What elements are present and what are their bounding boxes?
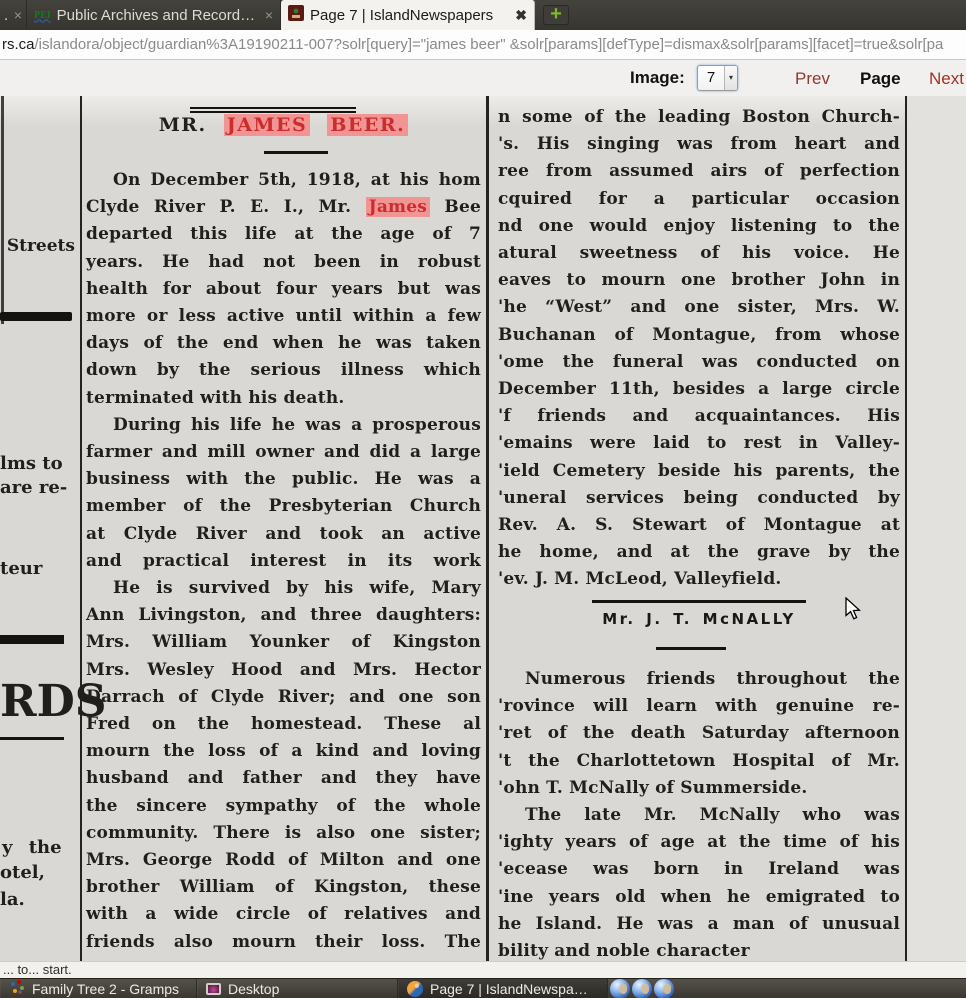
rule-bar [0, 635, 64, 644]
headline-rule [656, 647, 726, 650]
headline-rule [264, 151, 328, 154]
desktop-icon [206, 983, 221, 995]
newspaper-line: years. He had not been in robust [86, 251, 481, 272]
column-rule [486, 96, 489, 961]
newspaper-line: nd one would enjoy listening to the [498, 215, 900, 236]
newspaper-line: ree from assumed airs of perfection [498, 161, 900, 182]
newspaper-line: the sincere sympathy of the whole [86, 795, 481, 816]
newspaper-line: 'ecease was born in Ireland was [498, 859, 900, 880]
article-headline: Mr. J. T. McNALLY [602, 610, 796, 628]
url-domain: rs.ca [2, 36, 35, 53]
taskbar-orb-group [608, 979, 674, 998]
newspaper-line: and practical interest in its work [86, 550, 481, 571]
newspaper-line: December 11th, besides a large circle [498, 379, 900, 400]
margin-word: otel, [0, 862, 45, 883]
newspaper-line: 'ome the funeral was conducted on [498, 351, 900, 372]
line-text: Bee [430, 197, 481, 218]
headline-rule [190, 107, 356, 113]
margin-word: Streets [6, 236, 75, 256]
taskbar-item-gramps[interactable] [0, 979, 197, 998]
taskbar-item-firefox[interactable] [398, 979, 608, 998]
islandnewspapers-favicon-icon [288, 5, 304, 25]
taskbar-item-label: Page 7 | IslandNewspa… [430, 980, 588, 997]
margin-word: lms to [0, 453, 63, 474]
newspaper-line: 'uneral services being conducted by [498, 487, 900, 508]
tab-partial[interactable] [0, 0, 27, 30]
newspaper-line: Fred on the homestead. These al [86, 714, 481, 735]
tab-label: Page 7 | IslandNewspapers [310, 6, 494, 24]
close-icon[interactable]: ✖ [515, 7, 527, 23]
pei-favicon-icon: PEI [34, 9, 51, 21]
search-highlight: JAMES [224, 114, 310, 136]
newspaper-line: 't the Charlottetown Hospital of Mr. [498, 750, 900, 771]
person-orb-icon[interactable] [654, 979, 674, 998]
newspaper-line: community. There is also one sister; [86, 822, 481, 843]
close-icon[interactable]: × [264, 7, 273, 23]
new-tab-button[interactable] [543, 5, 569, 25]
paper-margin [907, 96, 966, 961]
newspaper-line: 'ighty years of age at the time of his [498, 832, 900, 853]
newspaper-line: 'ret of the death Saturday afternoon [498, 723, 900, 744]
search-highlight: BEER. [327, 114, 408, 136]
prev-link[interactable]: Prev [795, 69, 830, 88]
newspaper-line: 'rovince will learn with genuine re- [498, 696, 900, 717]
headline-rule [592, 600, 806, 603]
newspaper-line: more or less active until within a few [86, 306, 481, 327]
line-group [86, 221, 481, 955]
newspaper-line [86, 194, 481, 221]
newspaper-line: Mrs. George Rodd of Milton and one [86, 850, 481, 871]
taskbar-item-label: Desktop [228, 980, 280, 997]
tab-islandnewspapers[interactable] [281, 0, 535, 30]
article-headline [86, 114, 481, 136]
newspaper-scan [0, 96, 966, 961]
person-orb-icon[interactable] [632, 979, 652, 998]
newspaper-line: 's. His singing was from heart and [498, 134, 900, 155]
firefox-icon [407, 981, 423, 997]
margin-word: la. [0, 889, 25, 910]
newspaper-line: eaves to mourn one brother John in [498, 270, 900, 291]
url-path: /islandora/object/guardian%3A19190211-007?solr[query]="james beer" &solr[params][defType]=dismax&solr[params][facet]=true&solr[pa [34, 36, 944, 53]
newspaper-line: He is survived by his wife, Mary [113, 578, 481, 599]
rule-bar [0, 737, 64, 740]
tab-bar [0, 0, 966, 30]
newspaper-line: husband and father and they have [86, 768, 481, 789]
margin-word: teur [0, 558, 43, 579]
newspaper-line: 'ield Cemetery beside his parents, the [498, 460, 900, 481]
newspaper-line: cquired for a particular occasion [498, 188, 900, 209]
tab-label: . [4, 6, 9, 24]
newspaper-line: member of the Presbyterian Church [86, 496, 481, 517]
newspaper-line: The late Mr. McNally who was [525, 805, 900, 826]
newspaper-line: Darrach of Clyde River; and one son [86, 686, 481, 707]
taskbar-item-label: Family Tree 2 - Gramps [32, 980, 180, 997]
newspaper-line: 'f friends and acquaintances. His [498, 406, 900, 427]
newspaper-line: During his life he was a prosperous [113, 414, 481, 435]
image-select-value: 7 [706, 69, 716, 86]
mouse-cursor-icon [845, 597, 864, 626]
newspaper-line: mourn the loss of a kind and loving [86, 741, 481, 762]
next-link[interactable]: Next [929, 69, 964, 88]
newspaper-line: On December 5th, 1918, at his hom [113, 170, 481, 190]
tab-public-archives[interactable] [27, 0, 281, 30]
rule-bar [0, 312, 72, 321]
newspaper-line: he Island. He was a man of unusual [498, 913, 900, 934]
viewer-toolbar [0, 60, 966, 96]
image-select[interactable] [697, 65, 738, 91]
newspaper-line: 'ev. J. M. McLeod, Valleyfield. [498, 569, 782, 590]
newspaper-line: Numerous friends throughout the [525, 669, 900, 689]
taskbar [0, 978, 966, 998]
left-margin-strip [0, 96, 107, 961]
newspaper-line: Ann Livingston, and three daughters: [86, 605, 481, 626]
newspaper-line: n some of the leading Boston Church- [498, 107, 900, 127]
newspaper-line: 'he “West” and one sister, Mrs. W. [498, 297, 900, 318]
newspaper-line: bility and noble character [498, 941, 750, 961]
newspaper-line: Buchanan of Montague, from whose [498, 324, 900, 345]
page-label[interactable]: Page [860, 69, 901, 88]
newspaper-line: atural sweetness of his voice. He [498, 243, 900, 264]
newspaper-line: terminated with his death. [86, 387, 345, 408]
article-text [498, 104, 900, 594]
column-rule [80, 96, 82, 961]
tab-label: Public Archives and Record… [56, 6, 256, 24]
newspaper-line: Rev. A. S. Stewart of Montague at [498, 515, 900, 536]
search-highlight: James [366, 197, 430, 217]
plus-icon: + [550, 3, 562, 25]
newspaper-line: departed this life at the age of 7 [86, 224, 481, 245]
margin-word: y the [2, 837, 62, 858]
image-label: Image: [630, 68, 685, 87]
url-bar[interactable] [0, 30, 966, 60]
taskbar-item-desktop[interactable] [197, 979, 398, 998]
article-text [86, 167, 481, 956]
gramps-icon [9, 979, 25, 998]
newspaper-line: at Clyde River and took an active [86, 523, 481, 544]
close-icon[interactable]: × [13, 7, 22, 23]
newspaper-line: brother William of Kingston, these [86, 877, 481, 898]
newspaper-line: farmer and mill owner and did a large [86, 442, 481, 463]
margin-word: are re- [0, 477, 68, 498]
newspaper-line: 'ine years old when he emigrated to [498, 886, 900, 907]
margin-word: RDS [0, 676, 107, 727]
newspaper-line: 'ohn T. McNally of Summerside. [498, 777, 808, 798]
column-rule [905, 96, 907, 961]
newspaper-line: with a wide circle of relatives and [86, 904, 481, 925]
headline-prefix: MR. [158, 114, 207, 136]
newspaper-line: Mrs. William Younker of Kingston [86, 632, 481, 653]
person-orb-icon[interactable] [610, 979, 630, 998]
newspaper-line: health for about four years but was [86, 278, 481, 299]
newspaper-line: 'emains were laid to rest in Valley- [498, 433, 900, 454]
newspaper-line: down by the serious illness which [86, 360, 481, 381]
newspaper-line: friends also mourn their loss. The [86, 931, 481, 952]
chevron-down-icon[interactable]: ▾ [724, 66, 737, 90]
newspaper-line: days of the end when he was taken [86, 333, 481, 354]
newspaper-line: Mrs. Wesley Hood and Mrs. Hector [86, 659, 481, 680]
status-bar [0, 961, 966, 978]
line-text: Clyde River P. E. I., Mr. [86, 197, 366, 218]
newspaper-line: he home, and at the grave by the [498, 542, 900, 563]
status-text: ... to... start. [3, 962, 72, 977]
newspaper-line: business with the public. He was a [86, 469, 481, 490]
article-text [498, 666, 900, 961]
